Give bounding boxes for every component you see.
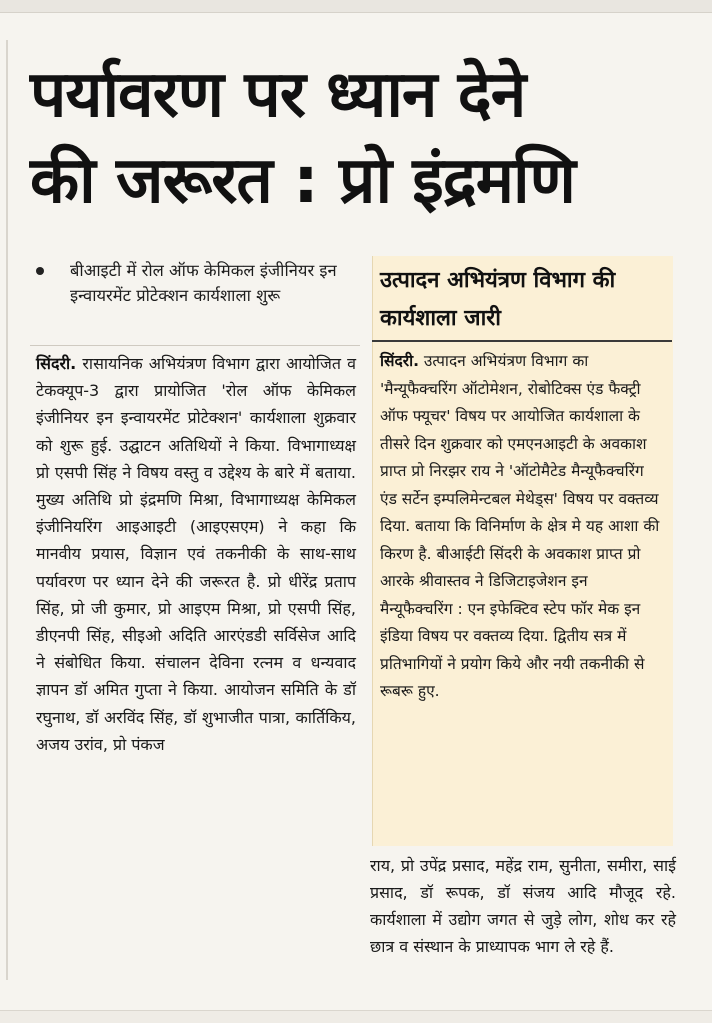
sidebar-dateline: सिंदरी. [380,352,419,370]
sidebar-title: उत्पादन अभियंत्रण विभाग की कार्यशाला जारी [380,268,616,331]
dateline: सिंदरी. [36,354,77,373]
subhead-text: बीआइटी में रोल ऑफ केमिकल इंजीनियर इन इन्वायरमेंट प्रोटेक्शन कार्यशाला शुरू [70,261,337,305]
left-article-continuation: राय, प्रो उपेंद्र प्रसाद, महेंद्र राम, सुनीता, समीरा, साई प्रसाद, डॉ रूपक, डॉ संजय आदि मौजूद रहे. कार्यशाला में उद्योग जगत से जुड़े लोग, शोध कर रहे छात्र व संस्थान के प्राध्यापक भाग ले रहे हैं. [370,856,676,956]
left-article-text: रासायनिक अभियंत्रण विभाग द्वारा आयोजित व टेकक्यूप-3 द्वारा प्रायोजित 'रोल ऑफ केमिकल इंजीनियर इन इन्वायरमेंट प्रोटेक्शन' कार्यशाला शुक्रवार को शुरू हुई. उद्घाटन अतिथियों ने किया. विभागाध्यक्ष प्रो एसपी सिंह ने विषय वस्तु व उद्देश्य के बारे में बताया. मुख्य अतिथि प्रो इंद्रमणि मिश्रा, विभागाध्यक्ष केमिकल इंजीनियरिंग आइआइटी (आइएसएम) ने कहा कि मानवीय प्रयास, विज्ञान एवं तकनीकी के साथ-साथ पर्यावरण पर ध्यान देने की जरूरत है. प्रो धीरेंद्र प्रताप सिंह, प्रो जी कुमार, प्रो आइएम मिश्रा, प्रो एसपी सिंह, डीएनपी सिंह, सीइओ अदिति आरएंडडी सर्विसेज आदि ने संबोधित किया. संचालन देविना रत्नम व धन्यवाद ज्ञापन डॉ अमित गुप्ता ने किया. आयोजन समिति के डॉ रघुनाथ, डॉ अरविंद सिंह, डॉ शुभाजीत पात्रा, कार्तिकिय, अजय उरांव, प्रो पंकज [36,354,356,754]
column-divider [6,40,8,980]
sidebar-title-rule [372,340,672,342]
headline [30,52,690,224]
cropped-bottom-strip [0,1010,712,1023]
left-article-body [36,350,356,758]
divider [30,345,360,346]
headline-line-1: पर्यावरण पर ध्यान देने [30,58,526,132]
cropped-top-strip [0,0,712,13]
sidebar-body [380,348,664,706]
bullet-icon [36,267,44,275]
headline-line-2: की जरूरत : प्रो इंद्रमणि [30,144,575,218]
sidebar-text: उत्पादन अभियंत्रण विभाग का 'मैन्यूफैक्चरिंग ऑटोमेशन, रोबोटिक्स एंड फैक्ट्री ऑफ फ्यूचर' विषय पर आयोजित कार्यशाला के तीसरे दिन शुक्रवार को एमएनआइटी के अवकाश प्राप्त प्रो निरझर राय ने 'ऑटोमैटेड मैन्यूफैक्चरिंग एंड सर्टेन इम्पलिमेन्टबल मेथेड्स' विषय पर वक्तव्य दिया. बताया कि विनिर्माण के क्षेत्र मे यह आशा की किरण है. बीआईटी सिंदरी के अवकाश प्राप्त प्रो आरके श्रीवास्तव ने डिजिटाइजेशन इन मैन्यूफैक्चरिंग : एन इफेक्टिव स्टेप फॉर मेक इन इंडिया विषय पर वक्तव्य दिया. द्वितीय सत्र में प्रतिभागियों ने प्रयोग किये और नयी तकनीकी से रूबरू हुए. [380,352,660,700]
